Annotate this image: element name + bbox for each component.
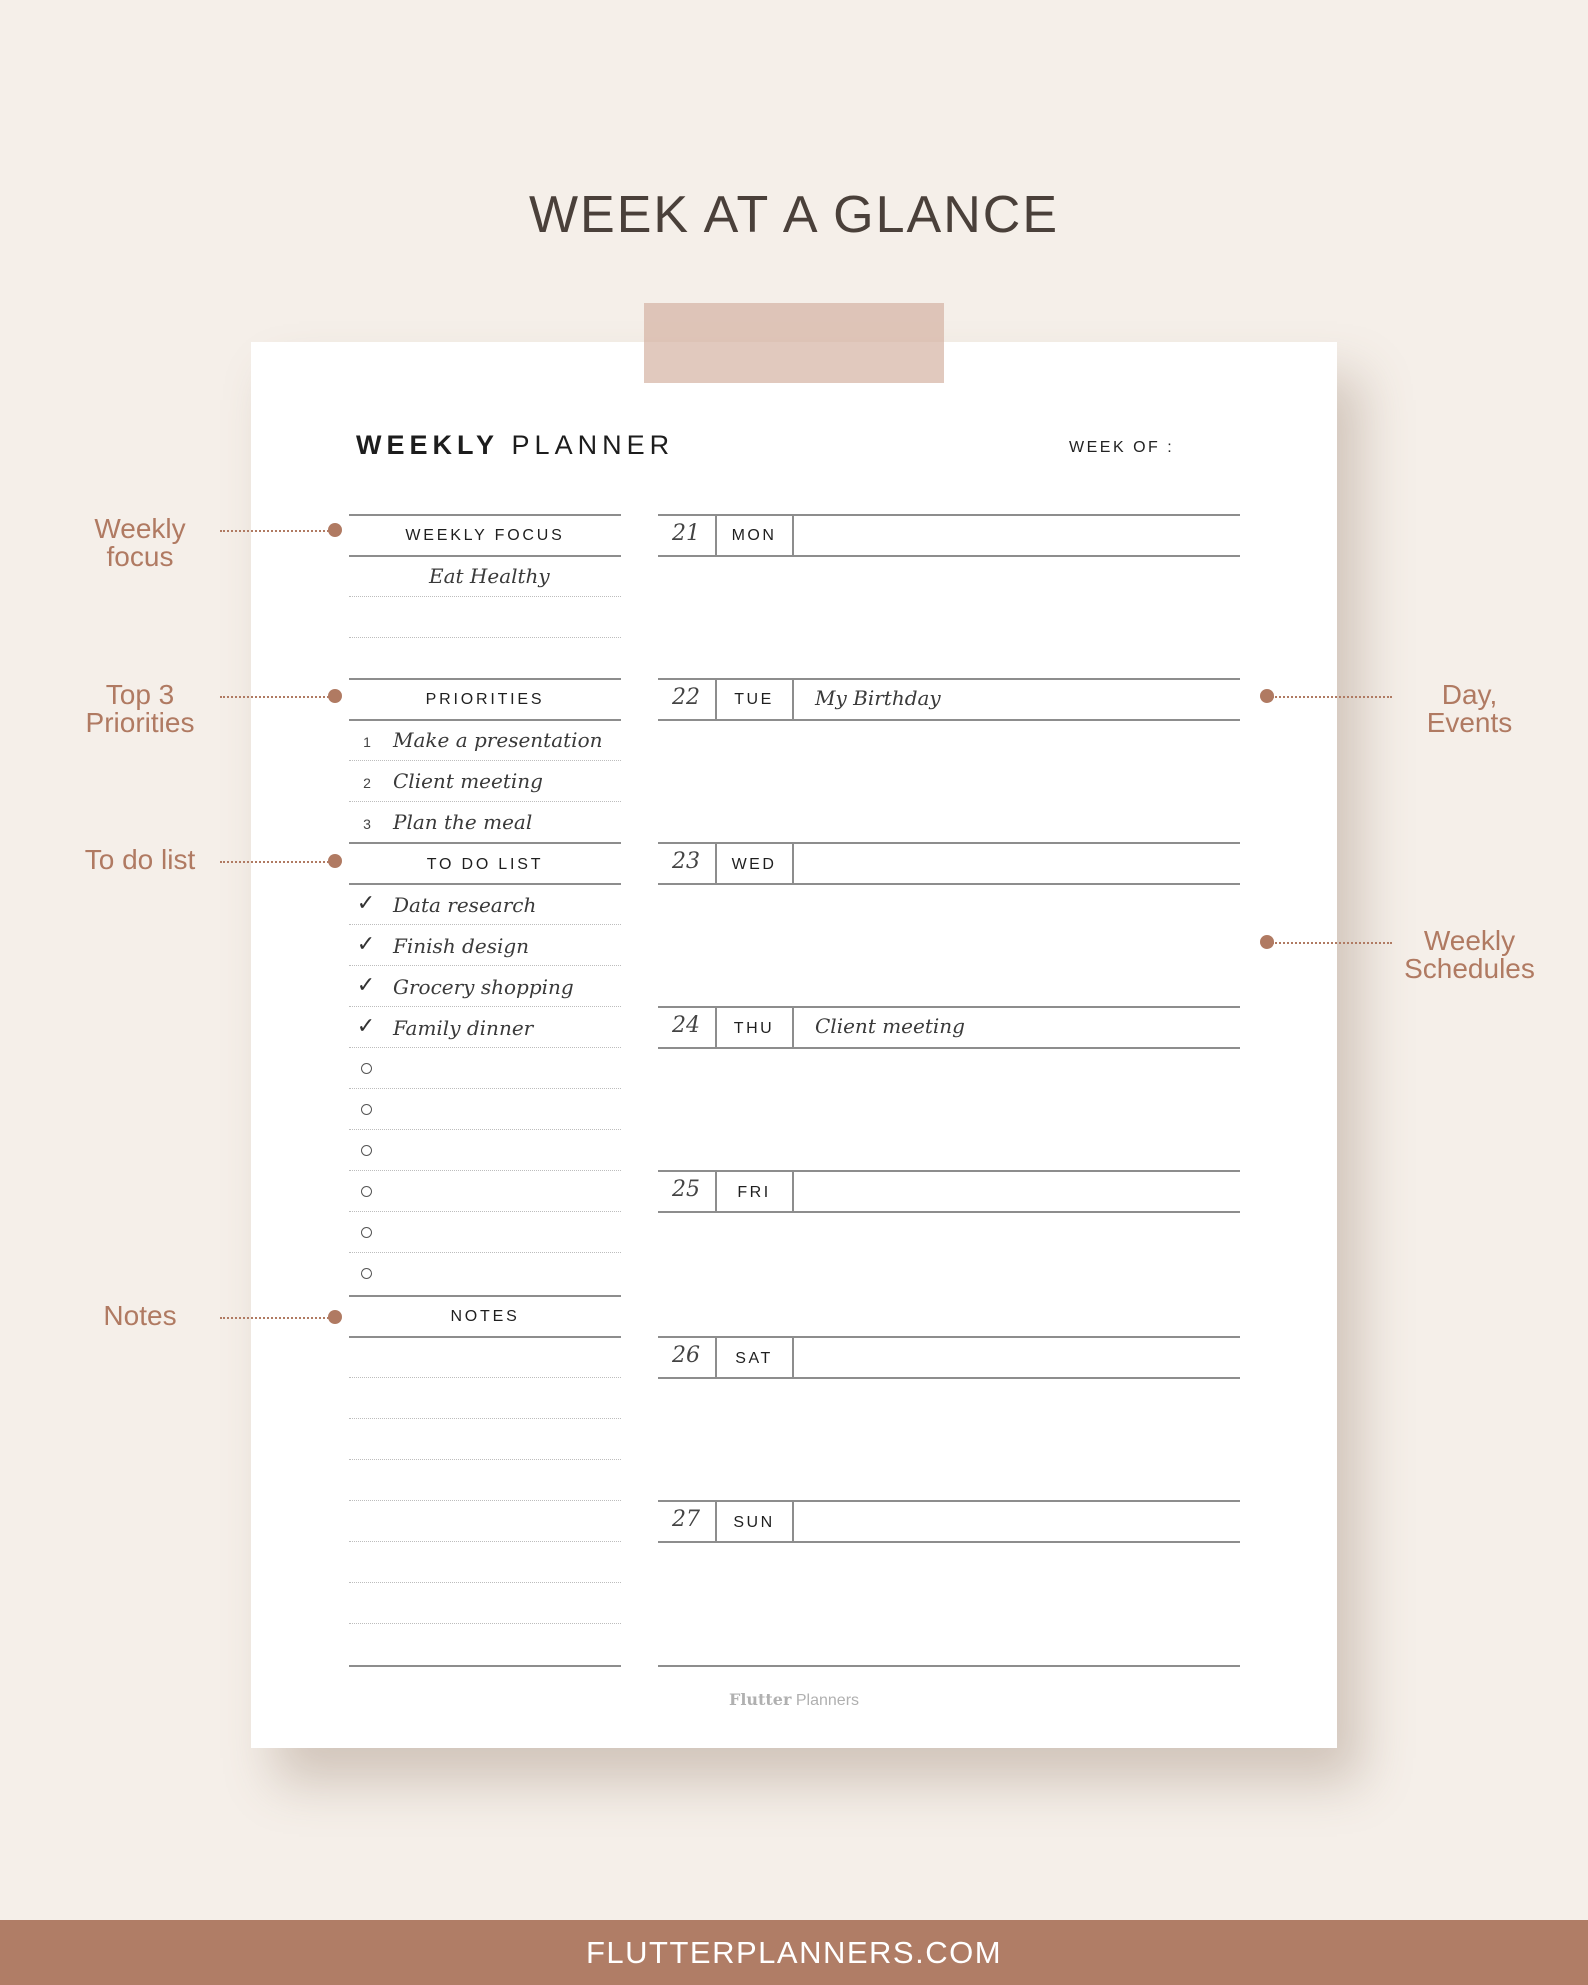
priority-item: Plan the meal [393, 810, 533, 834]
checkmark-icon[interactable]: ✓ [356, 972, 376, 997]
weekly-focus-title: WEEKLY FOCUS [405, 527, 565, 544]
checkmark-icon[interactable]: ✓ [356, 931, 376, 956]
todo-item: Finish design [393, 934, 530, 958]
day-rule [658, 719, 1240, 721]
priority-number: 3 [363, 816, 371, 832]
section-rule [349, 719, 621, 721]
day-name: MON [731, 527, 777, 544]
writing-line [349, 1211, 621, 1212]
brand-light: Planners [795, 1692, 860, 1709]
day-divider [792, 514, 794, 555]
day-number: 24 [672, 1013, 700, 1038]
callout-notes [60, 1302, 220, 1330]
checkbox-empty-icon[interactable] [361, 1268, 372, 1279]
day-divider [792, 1170, 794, 1211]
callout-todo [60, 846, 220, 874]
todo-title: TO DO LIST [426, 856, 544, 873]
day-name: TUE [734, 691, 774, 708]
day-event[interactable]: Client meeting [815, 1014, 965, 1038]
day-name: WED [731, 856, 777, 873]
day-rule [658, 883, 1240, 885]
callout-leader [220, 696, 332, 698]
checkbox-empty-icon[interactable] [361, 1227, 372, 1238]
callout-leader [220, 861, 332, 863]
tape-decoration [644, 303, 944, 383]
day-divider [792, 842, 794, 883]
writing-line [349, 596, 621, 597]
day-rule [658, 1377, 1240, 1379]
page-title: WEEK AT A GLANCE [528, 186, 1060, 244]
day-name: FRI [737, 1184, 771, 1201]
priority-number: 1 [363, 734, 371, 750]
writing-line [349, 1418, 621, 1419]
brand-mark [251, 1690, 1337, 1710]
day-name: SUN [733, 1514, 775, 1531]
writing-line [349, 924, 621, 925]
callout-leader [1272, 696, 1392, 698]
writing-line [349, 1459, 621, 1460]
callout-leader [1272, 942, 1392, 944]
day-number: 22 [672, 685, 700, 710]
callout-weekly-focus [60, 515, 220, 571]
day-rule [658, 555, 1240, 557]
day-rule [658, 1211, 1240, 1213]
checkmark-icon[interactable]: ✓ [356, 1013, 376, 1038]
writing-line [349, 801, 621, 802]
week-of-label: WEEK OF : [1069, 439, 1175, 456]
callout-line: To do list [84, 844, 196, 875]
writing-line [349, 1047, 621, 1048]
writing-line [349, 1129, 621, 1130]
day-rule [658, 1336, 1240, 1338]
day-number: 25 [672, 1177, 700, 1202]
callout-dot [328, 854, 342, 868]
writing-line [349, 637, 621, 638]
day-rule [658, 1500, 1240, 1502]
callout-day-events [1392, 681, 1547, 737]
callout-line: Events [1426, 707, 1513, 738]
planner-title-light: PLANNER [511, 430, 675, 460]
checkmark-icon[interactable]: ✓ [356, 890, 376, 915]
day-number: 26 [672, 1343, 700, 1368]
writing-line [349, 965, 621, 966]
section-rule [349, 514, 621, 516]
callout-line: Schedules [1404, 953, 1535, 984]
day-number: 21 [672, 521, 700, 546]
section-rule [349, 1295, 621, 1297]
planner-sheet [251, 342, 1337, 1748]
writing-line [349, 1252, 621, 1253]
checkbox-empty-icon[interactable] [361, 1104, 372, 1115]
callout-line: Top 3 [105, 679, 175, 710]
day-rule [658, 1006, 1240, 1008]
day-rule [658, 1541, 1240, 1543]
planner-title [356, 430, 674, 461]
callout-line: Weekly [1423, 925, 1516, 956]
writing-line [349, 1582, 621, 1583]
day-rule [658, 514, 1240, 516]
priority-item: Client meeting [393, 769, 543, 793]
callout-line: focus [106, 541, 174, 572]
brand-bold: Flutter [728, 1690, 792, 1709]
checkbox-empty-icon[interactable] [361, 1145, 372, 1156]
callout-weekly-schedules [1392, 927, 1547, 983]
writing-line [349, 1006, 621, 1007]
callout-dot [328, 523, 342, 537]
writing-line [349, 1541, 621, 1542]
writing-line [349, 1623, 621, 1624]
section-rule [349, 555, 621, 557]
writing-line [349, 1500, 621, 1501]
section-rule [349, 842, 621, 844]
todo-item: Family dinner [393, 1016, 534, 1040]
priority-number: 2 [363, 775, 371, 791]
footer-website[interactable]: FLUTTERPLANNERS.COM [0, 1920, 1588, 1985]
day-rule [658, 1170, 1240, 1172]
day-rule [658, 842, 1240, 844]
day-divider [792, 1006, 794, 1047]
writing-line [349, 1088, 621, 1089]
day-rule [658, 678, 1240, 680]
callout-line: Notes [103, 1300, 177, 1331]
section-rule [349, 678, 621, 680]
planner-title-bold: WEEKLY [356, 430, 500, 460]
day-name: THU [733, 1020, 775, 1037]
day-divider [792, 1500, 794, 1541]
day-number: 27 [672, 1507, 700, 1532]
section-rule [349, 883, 621, 885]
todo-item: Data research [393, 893, 537, 917]
callout-line: Weekly [94, 513, 186, 544]
day-number: 23 [672, 849, 700, 874]
section-rule [349, 1336, 621, 1338]
callout-line: Priorities [85, 707, 195, 738]
day-name: SAT [735, 1350, 773, 1367]
weekly-focus-value: Eat Healthy [429, 564, 550, 588]
callout-line: Day, [1441, 679, 1498, 710]
todo-item: Grocery shopping [393, 975, 574, 999]
priority-item: Make a presentation [393, 728, 603, 752]
priorities-title: PRIORITIES [425, 691, 545, 708]
checkbox-empty-icon[interactable] [361, 1063, 372, 1074]
checkbox-empty-icon[interactable] [361, 1186, 372, 1197]
writing-line [349, 1377, 621, 1378]
day-event[interactable]: My Birthday [815, 686, 941, 710]
callout-dot [328, 689, 342, 703]
callout-priorities [60, 681, 220, 737]
section-rule [349, 1665, 621, 1667]
day-rule [658, 1665, 1240, 1667]
day-divider [792, 678, 794, 719]
day-rule [658, 1047, 1240, 1049]
callout-dot [328, 1310, 342, 1324]
writing-line [349, 760, 621, 761]
callout-leader [220, 530, 332, 532]
writing-line [349, 1170, 621, 1171]
day-divider [792, 1336, 794, 1377]
notes-title: NOTES [450, 1308, 520, 1325]
callout-leader [220, 1317, 332, 1319]
